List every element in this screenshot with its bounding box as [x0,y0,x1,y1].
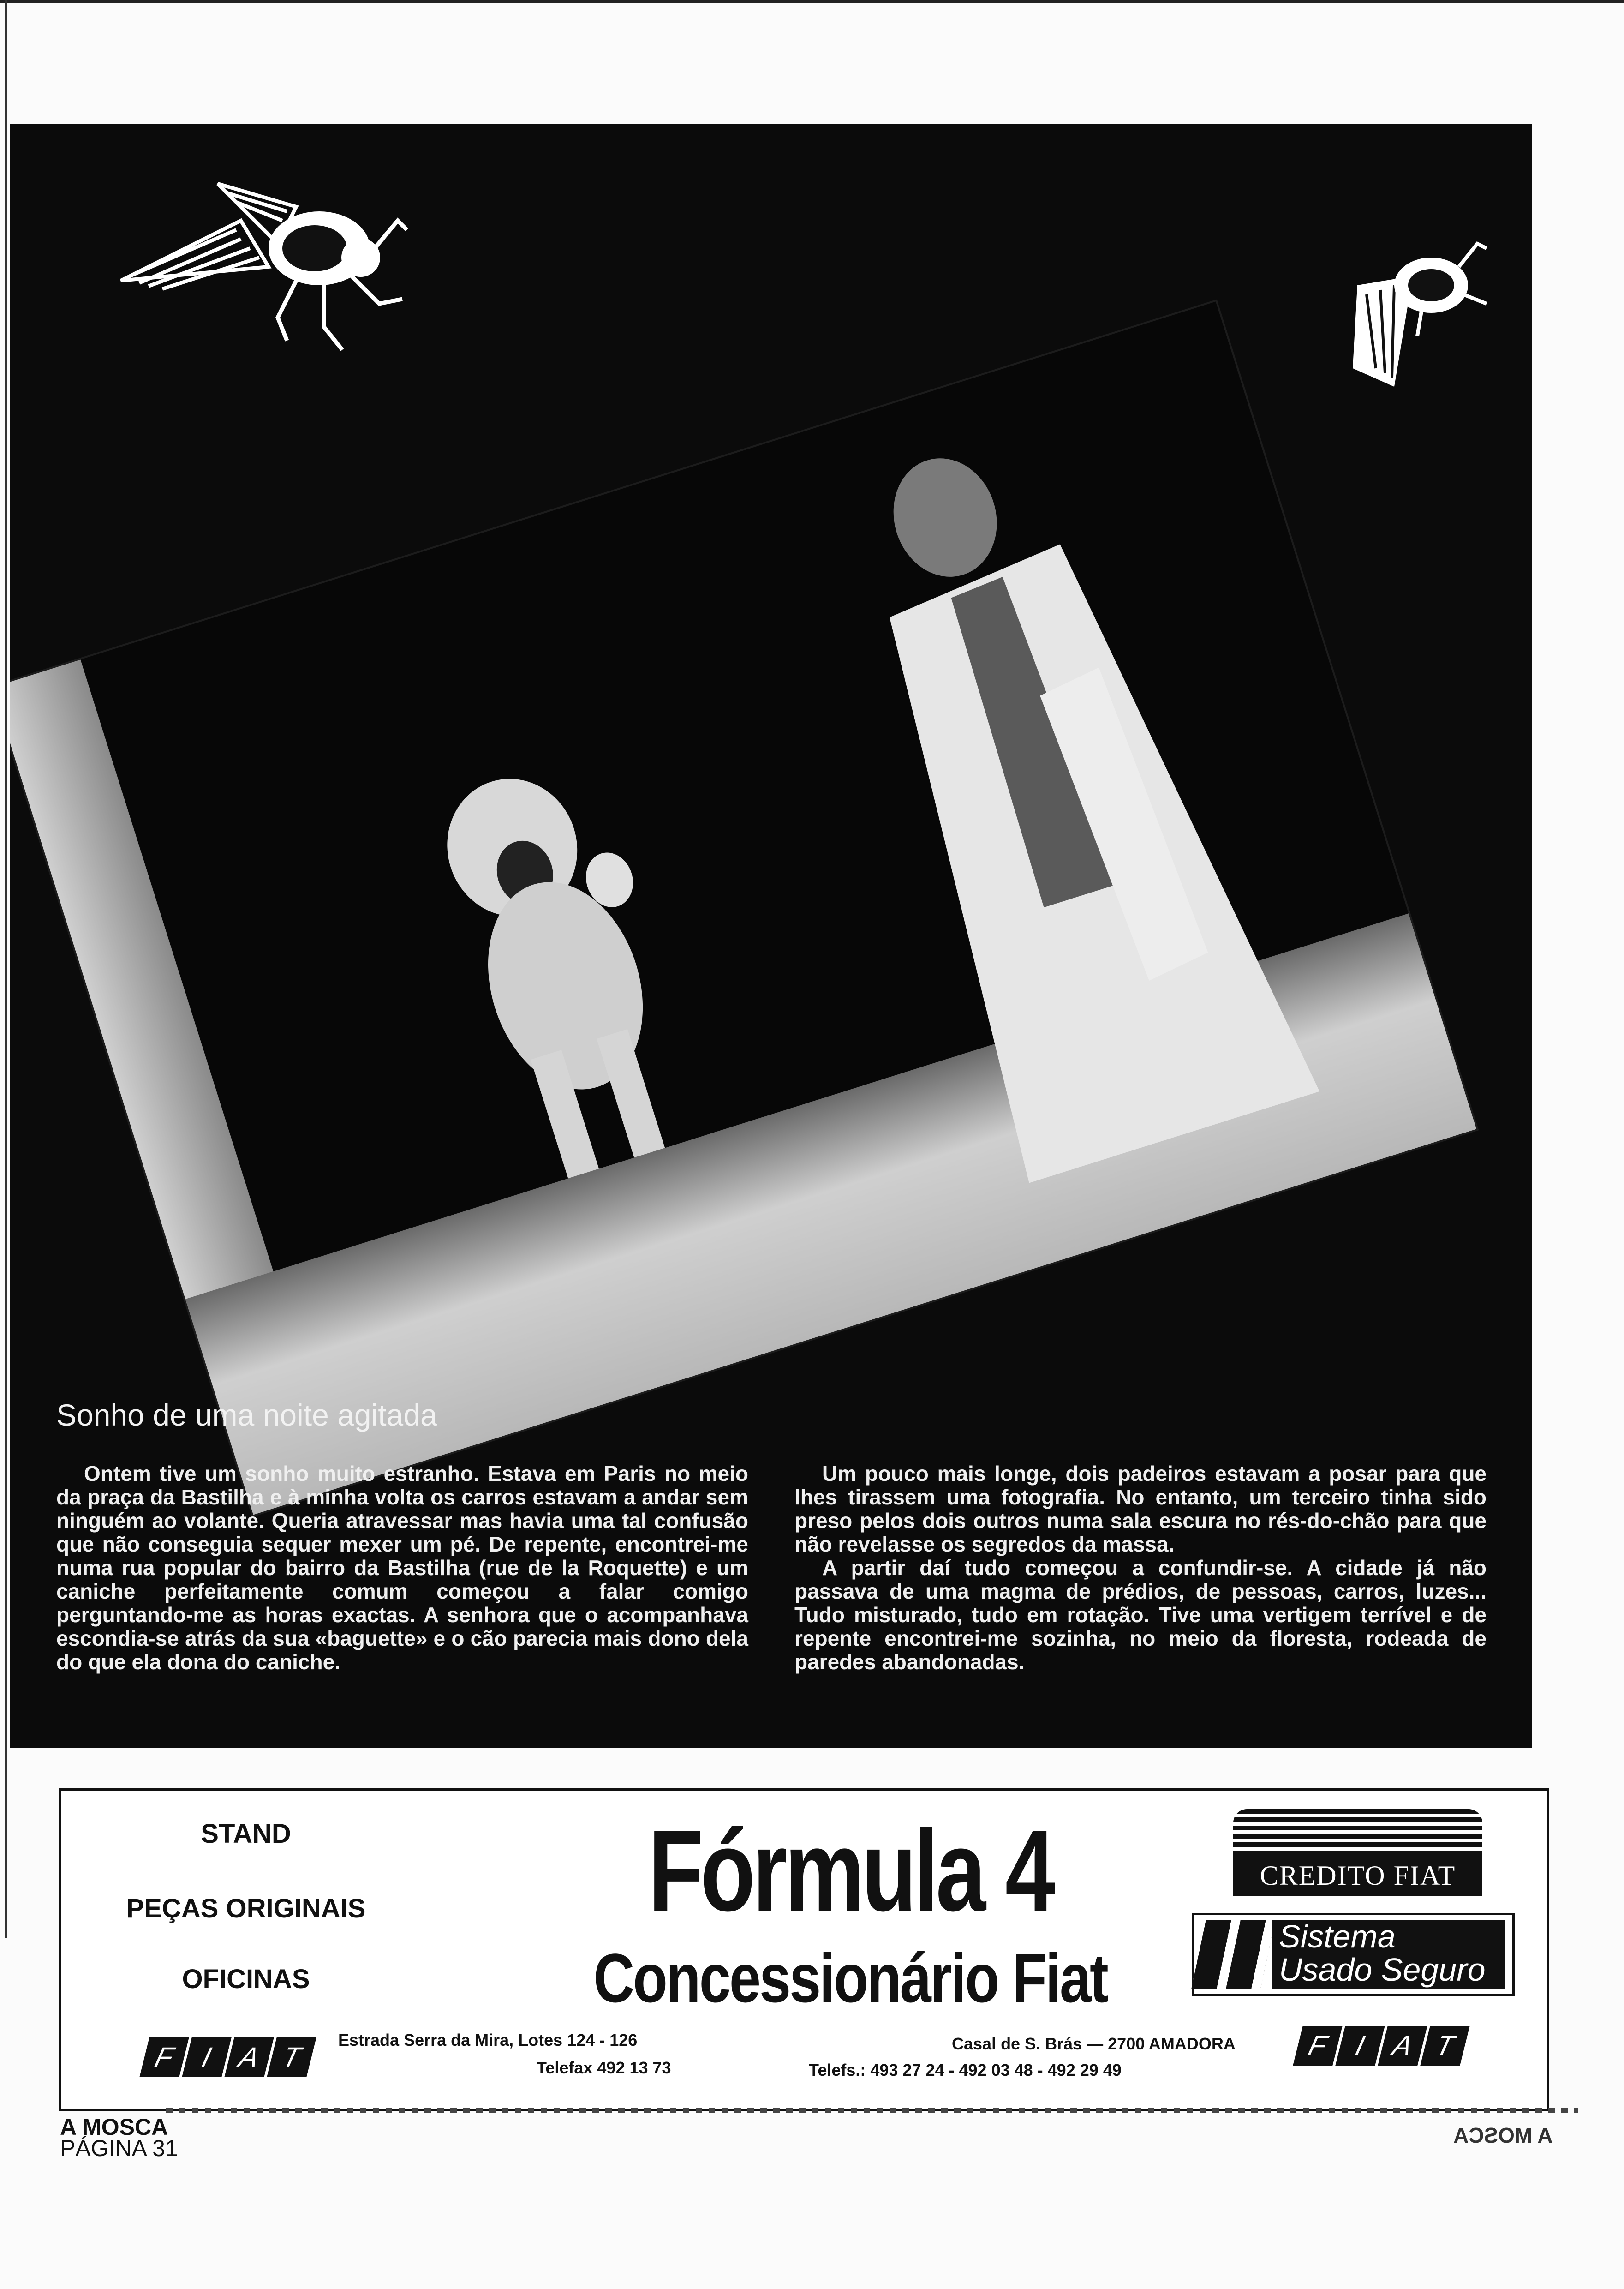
article-panel [10,124,1532,1748]
usado-seguro-text [1272,1920,1505,1989]
ad-stand-label: STAND [201,1819,291,1849]
usado-seguro-bars [1191,1920,1275,1989]
footer-dotted-rule [166,2108,1578,2113]
sistema-label: Sistema [1279,1918,1396,1954]
ad-parts-label: PEÇAS ORIGINAIS [126,1894,366,1923]
article-title: Sonho de uma noite agitada [56,1398,437,1432]
credito-stripes [1233,1809,1482,1855]
article-paragraph: Ontem tive um sonho muito estranho. Estava em Paris no meio da praça da Bastilha e à minha volta os carros estavam a andar sem ninguém ao volante. Queria atravessar mas havia uma tal confusão que não conseguia sequer mexer um pé. De repente, encontrei-me numa rua popular do bairro da Bastilha (rue de la Roquette) e um caniche perfeitamente comum começou a falar comigo perguntando-me as horas exactas. A senhora que o acompanhava escondia-se atrás da sua «baguette» e o cão parecia mais dono dela do que ela dona do caniche. [56,1462,748,1674]
credito-fiat-label: CREDITO FIAT [1233,1855,1482,1896]
fiat-letter: A [224,2037,274,2077]
footer-mirrored-bleed: A MOSCA [1453,2123,1553,2147]
fiat-letter: F [139,2037,189,2077]
footer-publication: A MOSCA [60,2114,168,2140]
fiat-letter: A [1378,2026,1427,2066]
ad-address-left: Estrada Serra da Mira, Lotes 124 - 126 [338,2031,638,2049]
article-column-right [794,1462,1487,1674]
ad-headline: Fórmula 4 [648,1806,1052,1935]
ad-telefax: Telefax 492 13 73 [537,2058,671,2077]
ad-phones: Telefs.: 493 27 24 - 492 03 48 - 492 29 49 [809,2061,1122,2079]
credito-fiat-logo [1233,1809,1482,1897]
ad-subheadline: Concessionário Fiat [593,1939,1107,2017]
article-photo [10,302,1476,1515]
fiat-letter: T [1420,2026,1469,2066]
fiat-letter: I [182,2037,231,2077]
footer-page-number: PÁGINA 31 [60,2135,178,2161]
ad-workshops-label: OFICINAS [182,1964,310,1994]
article-column-left [56,1462,748,1674]
top-rule [0,0,1624,3]
fiat-advertisement [59,1788,1549,2111]
left-rule [5,0,7,1938]
fly-illustration-right [1339,230,1496,396]
article-paragraph: A partir daí tudo começou a confundir-se. A cidade já não passava de uma magma de prédios, de pessoas, carros, luzes... Tudo misturado, tudo em rotação. Tive uma vertigem terrível e de repente encontrei-me sozinha, no meio da floresta, rodeada de paredes abandonadas. [794,1556,1487,1674]
article-paragraph: Um pouco mais longe, dois padeiros estavam a posar para que lhes tirassem uma fotografia. No entanto, um terceiro tinha sido preso pelos dois outros numa sala escura no rés-do-chão para que não revelasse os segredos da massa. [794,1462,1487,1556]
fiat-letter: F [1293,2026,1342,2066]
usado-seguro-label: Usado Seguro [1279,1952,1486,1988]
fly-illustration-left [102,165,416,359]
ad-address-right: Casal de S. Brás — 2700 AMADORA [952,2034,1236,2053]
fiat-letter: T [267,2037,316,2077]
fiat-letter: I [1335,2026,1385,2066]
usado-seguro-logo [1192,1913,1515,1996]
fiat-logo-right [1298,2026,1473,2067]
fiat-logo-left [144,2037,320,2079]
